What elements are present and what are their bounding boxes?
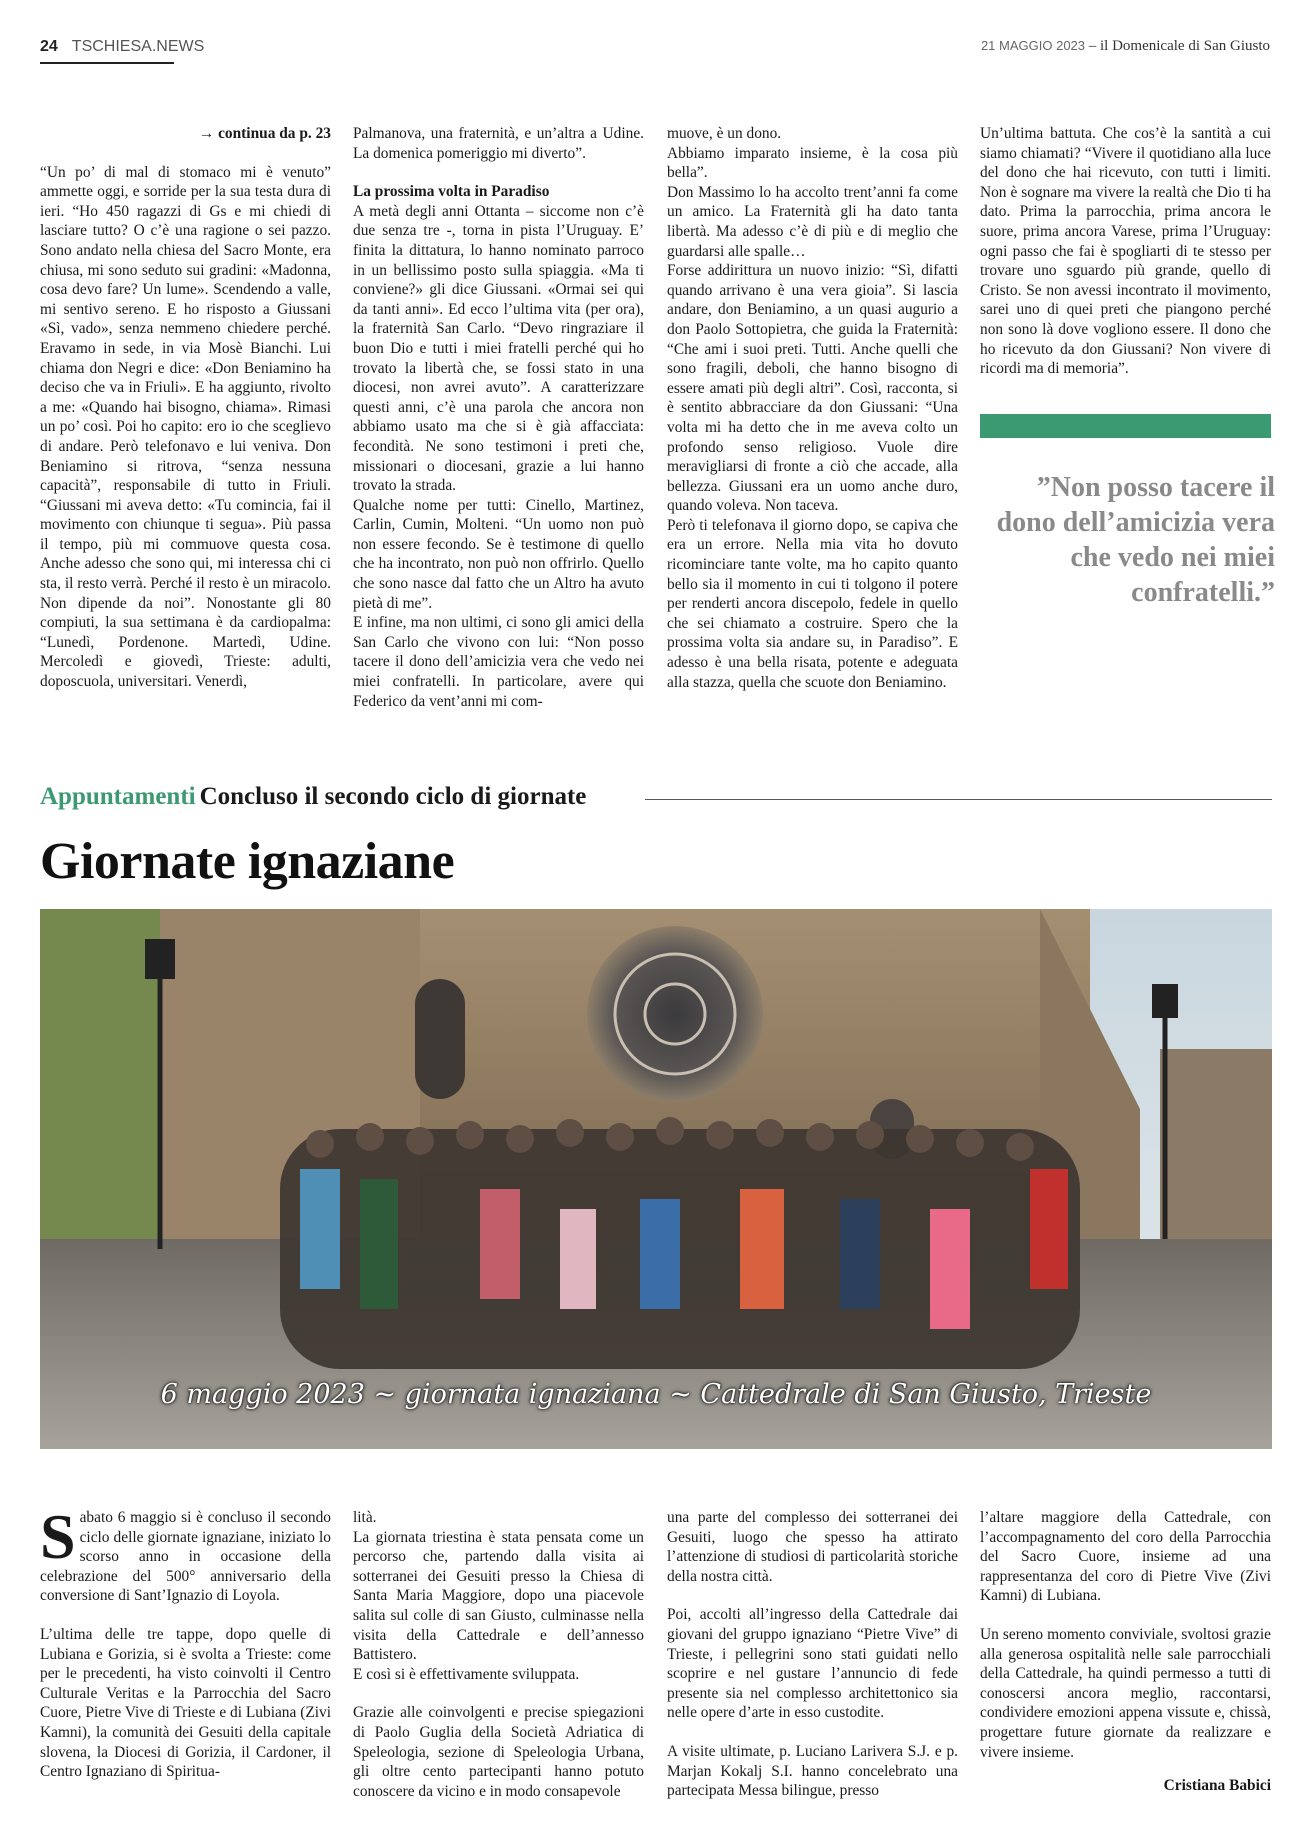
paragraph: “Un po’ di mal di stomaco mi è venuto” ammette oggi, e sorride per la sua testa dura di ieri. “Ho 450 ragazzi di Gs e mi chiedi di lasciare tutto? O c’è una ragione o sei pazzo. Sono andato nella chiesa del Sacro Monte, era chiusa, mi sono seduto sui gradini: «Madonna, cosa devo fare? Un lume». Scendendo a valle, mi sentivo sereno. E ho risposto a Giussani «Sì, vado», senza nemmeno chiedere perché. Eravamo in sede, in via Mosè Bianchi. Lui chiama don Negri e dice: «Don Beniamino ha deciso che va in Friuli». E ha aggiunto, rivolto a me: «Quando hai bisogno, chiama». Rimasi un po’ così. Poi ho capito: ero io che sceglievo di andare. Però telefonavo e lui veniva. Don Beniamino si ritrova, “senza nessuna capacità”, responsabile di tutto in Friuli. “Giussani mi aveva detto: «Tu comincia, fai il movimento con chiunque ti segua». Più passa il tempo, più mi commuove questa cosa. Anche adesso che sono qui, mi interessa chi ci sta, il resto verrà. Perché il resto è un miracolo. Non dipende da noi”. Nonostante gli 80 compiuti, la sua settimana è da cardiopalma: “Lunedì, Pordenone. Martedì, Udine. Mercoledì e giovedì, Trieste: adulti, doposcuola, universitari. Venerdì,: [40, 163, 331, 691]
publication-name: il Domenicale di San Giusto: [1100, 38, 1270, 54]
article-title: Giornate ignaziane: [40, 833, 455, 890]
paragraph: Però ti telefonava il giorno dopo, se capiva che era un errore. Nella mia vita ho dovuto ricominciare tante volte, ma ho capito quanto bello sia il momento in cui ti tolgono il potere per renderti ancora discepolo, fedele in quello che sei chiamato a costruire. Spero che la prossima volta sia andare su, in Paradiso”. E adesso è una bella risata, potente e adeguata alla stazza, quella che scuote don Beniamino.: [667, 516, 958, 691]
page-header-left: [40, 38, 204, 56]
page-number: 24: [40, 38, 58, 55]
author-signature: Cristiana Babici: [1163, 1777, 1271, 1795]
paragraph: muove, è un dono.: [667, 125, 782, 142]
paragraph: E infine, ma non ultimi, ci sono gli amici della San Carlo che vivono con lui: “Non posso tacere il dono dell’amicizia vera che vedo nei miei confratelli. In particolare, avere qui Federico da vent’anni mi com-: [353, 614, 644, 710]
paragraph: lità.: [353, 1509, 377, 1526]
section-subtitle: Concluso il secondo ciclo di giornate: [199, 783, 587, 810]
subheading: La prossima volta in Paradiso: [353, 183, 550, 201]
drop-cap: S: [40, 1501, 76, 1572]
bottom-article-column-2: [353, 1508, 644, 1820]
section-kicker: Appuntamenti: [40, 783, 196, 810]
header-separator: –: [1085, 38, 1101, 54]
top-article-column-4: [980, 124, 1271, 379]
paragraph: l’altare maggiore della Cattedrale, con l’accompagnamento del coro della Parrocchia del Sacro Cuore, insieme ad una rappresentanza del coro di Pietre Vive (Zivi Kamni) di Lubiana.: [980, 1509, 1271, 1605]
paragraph: Poi, accolti all’ingresso della Cattedrale dai giovani del gruppo ignaziano “Pietre Vive” di Trieste, i pellegrini sono stati guidati nello scoprire e nel gustare l’annuncio di fede presente sia nel complesso architettonico sia nelle opere d’arte in esso custodite.: [667, 1606, 958, 1722]
paragraph-text: abato 6 maggio si è concluso il secondo ciclo delle giornate ignaziane, iniziato lo scorso anno in occasione della celebrazione del 500° anniversario della conversione di Sant’Ignazio di Loyola.: [40, 1509, 331, 1605]
group-photo: [40, 909, 1272, 1449]
paragraph: Qualche nome per tutti: Cinello, Martinez, Carlin, Cumin, Molteni. “Un uomo non può non essere fecondo. Se è testimone di quello che ha incontrato, non può non offrirlo. Quello che sono nasce dal fatto che un Altro ha avuto pietà di me”.: [353, 496, 644, 612]
paragraph: Grazie alle coinvolgenti e precise spiegazioni di Paolo Guglia della Società Adriatica di Speleologia, sezione di Speleologia Urbana, gli oltre cento partecipanti hanno potuto conoscere da vicino e in modo consapevole: [353, 1704, 644, 1800]
paragraph: [40, 1501, 331, 1606]
bottom-article-column-4: [980, 1508, 1271, 1815]
paragraph: Un’ultima battuta. Che cos’è la santità a cui siamo chiamati? “Vivere il quotidiano alla luce del dono che hai ricevuto, con tutti i limiti. Non è sognare ma vivere la realtà che Dio ti ha dato. Prima la parrocchia, prima ancora le suore, prima ancora Varese, prima l’Uruguay: ogni passo che fai è spogliarti di te stesso per trovare uno sguardo più grande, quello di Cristo. Se non avessi incontrato il movimento, sarei uno di quei preti che piangono perché non sono là dove vogliono essere. Il dono che ho ricevuto da don Giussani? Non vivere di ricordi ma di memoria”.: [980, 125, 1271, 378]
paragraph: A visite ultimate, p. Luciano Larivera S.J. e p. Marjan Kokalj S.I. hanno concelebrato una partecipata Messa bilingue, presso: [667, 1742, 958, 1800]
paragraph: Abbiamo imparato insieme, è la cosa più bella”.: [667, 144, 958, 182]
paragraph: Palmanova, una fraternità, e un’altra a Udine. La domenica pomeriggio mi diverto”.: [353, 125, 644, 162]
pullquote: ”Non posso tacere il dono dell’amicizia vera che vedo nei miei confratelli.”: [996, 472, 1275, 608]
cathedral-photo-illustration: [40, 909, 1272, 1449]
pullquote-accent-bar: [980, 414, 1271, 438]
paragraph: Forse addirittura un nuovo inizio: “Sì, difatti quando arrivano è una vera gioia”. Si lascia andare, don Beniamino, a un quasi augurio a don Paolo Sottopietra, che guida la Fraternità: “Che ami i suoi preti. Tutti. Anche quelli che sono fragili, deboli, che hanno bisogno di essere amati più degli altri”. Così, racconta, si è sentito abbracciare da don Giussani: “Una volta mi ha detto che in me aveva colto un profondo senso religioso. Vuole dire meravigliarsi di fronte a ciò che accade, alla bellezza. Giussani era un uomo anche duro, quando voleva. Non taceva.: [667, 262, 958, 515]
paragraph: Don Massimo lo ha accolto trent’anni fa come un amico. La Fraternità gli ha dato tanta libertà. Ma adesso c’è di più e di meglio che guardarsi alle spalle…: [667, 183, 958, 260]
photo-caption: 6 maggio 2023 ~ giornata ignaziana ~ Cattedrale di San Giusto, Trieste: [160, 1379, 1152, 1410]
paragraph: E così si è effettivamente sviluppata.: [353, 1665, 580, 1683]
top-article-column-2: [353, 124, 644, 711]
bottom-article-column-1: [40, 1501, 331, 1801]
section-rule: [645, 799, 1272, 800]
top-article-column-3: [667, 124, 958, 692]
site-name[interactable]: TSCHIESA.NEWS: [71, 38, 205, 55]
paragraph: Un sereno momento conviviale, svoltosi grazie alla generosa ospitalità nelle sale parrocchiali della Cattedrale, ha quindi permesso a tutti di conoscersi ancora meglio, raccontarsi, condividere emozioni appena vissute e, chissà, progettare future giornate da realizzare e vivere insieme.: [980, 1625, 1271, 1761]
paragraph: La giornata triestina è stata pensata come un percorso che, partendo dalla visita ai sotterranei dei Gesuiti presso la Chiesa di Santa Maria Maggiore, dopo una piacevole salita sul colle di san Giusto, culminasse nella visita della Cattedrale e dell’annesso Battistero.: [353, 1528, 644, 1664]
continued-from[interactable]: → continua da p. 23: [198, 125, 331, 142]
paragraph: una parte del complesso dei sotterranei dei Gesuiti, luogo che spesso ha attirato l’attenzione di studiosi di particolarità storiche della nostra città.: [667, 1509, 958, 1585]
top-article-column-1: [40, 124, 331, 692]
paragraph: A metà degli anni Ottanta – siccome non c’è due senza tre -, torna in pista l’Uruguay. E’ finita la dittatura, lo hanno nominato parroco in un bellissimo posto sulla spiaggia. «Ma ti conviene?» gli dice Giussani. «Ormai sei qui da tanti anni». Ed ecco l’ultima vita (per ora), la fraternità San Carlo. “Devo ringraziare il buon Dio e tutti i miei fratelli perché qui ho trovato la libertà che, se fossi stato in una diocesi, non avrei avuto”. A caratterizzare questi anni, c’è una parola che ancora non abbiamo usato ma che si è già affacciata: fecondità. Ne sono testimoni i preti che, missionari o diocesani, grazie a lui hanno trovato la strada.: [353, 202, 644, 495]
page-header-right: [981, 38, 1270, 55]
header-rule: [40, 62, 174, 64]
paragraph: L’ultima delle tre tappe, dopo quelle di Lubiana e Gorizia, si è svolta a Trieste: come per le precedenti, ha visto coinvolti il Centro Culturale Veritas e la Parrocchia del Sacro Cuore, Pietre Vive di Trieste e di Lubiana (Zivi Kamni), la comunità dei Gesuiti della capitale slovena, la Diocesi di Gorizia, il Cardoner, il Centro Ignaziano di Spiritua-: [40, 1625, 331, 1781]
bottom-article-column-3: [667, 1508, 958, 1820]
section-heading: [40, 783, 1272, 815]
issue-date: 21 MAGGIO 2023: [980, 38, 1086, 53]
